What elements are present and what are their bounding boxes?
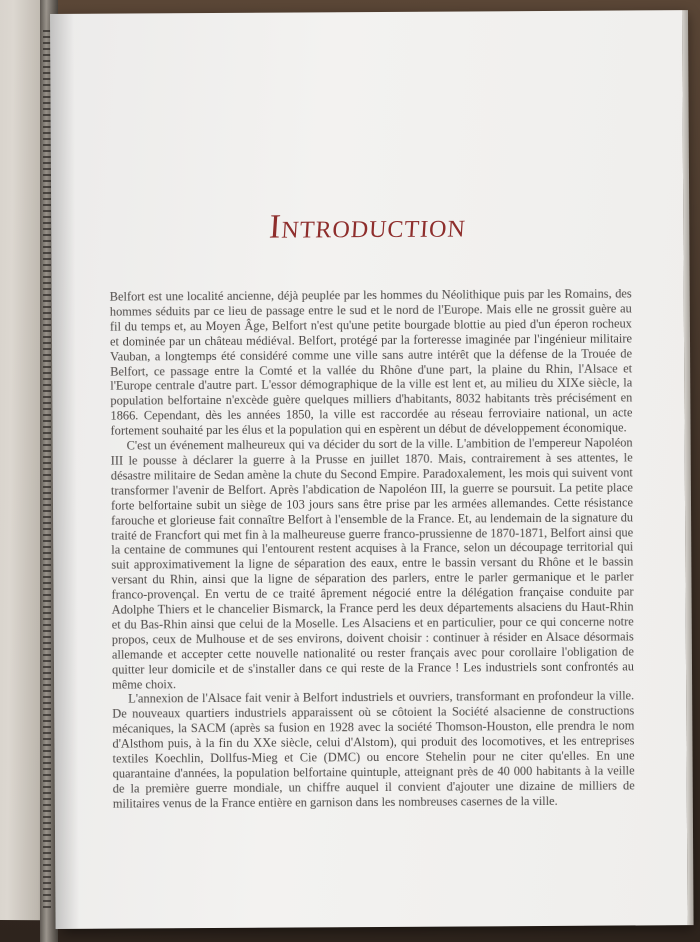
binding-stitches xyxy=(43,30,51,910)
paragraph-1: Belfort est une localité ancienne, déjà peuplée par les hommes du Néolithique puis par les Romains, des hommes séduits par ce lieu de passage entre le sud et le nord de l'Europe. Mais elle ne grossit guère au fil du temps et, au Moyen Âge, Belfort n'est qu'une petite bourgade blottie au pied d'un éperon rocheux et dominée par un château médiéval. Belfort, protégé par la forteresse imaginée par l'ingénieur militaire Vauban, a longtemps été considéré comme une ville sans autre intérêt que la défense de la Trouée de Belfort, ce passage entre la Comté et la vallée du Rhône d'une part, la plaine du Rhin, l'Alsace et l'Europe centrale d'autre part. L'essor démographique de la ville est lent et, au milieu du XIXe siècle, la population belfortaine n'excède guère quelques milliers d'habitants, 8032 habitants très précisément en 1866. Cependant, dès les années 1850, la ville est raccordée au réseau ferroviaire national, un acte fortement souhaité par les élus et la population qui en espèrent un début de développement économique. xyxy=(109,286,633,438)
page-title xyxy=(51,206,683,248)
paragraph-3: L'annexion de l'Alsace fait venir à Belfort industriels et ouvriers, transformant en profondeur la ville. De nouveaux quartiers industriels apparaissent où se côtoient la Société alsacienne de constructions mécaniques, la SACM (après sa fusion en 1928 avec la société Thomson-Houston, elle prendra le nom d'Alsthom puis, à la fin du XXe siècle, celui d'Alstom), qui produit des locomotives, et les entreprises textiles Koechlin, Dollfus-Mieg et Cie (DMC) ou encore Stehelin pour ne citer qu'elles. En une quarantaine d'années, la population belfortaine quintuple, atteignant près de 40 000 habitants à la veille de la première guerre mondiale, un chiffre auquel il convient d'ajouter une dizaine de milliers de militaires venus de la France entière en garnison dans les nombreuses casernes de la ville. xyxy=(112,688,635,811)
paragraph-2: C'est un événement malheureux qui va décider du sort de la ville. L'ambition de l'empereur Napoléon III le pousse à déclarer la guerre à la Prusse en juillet 1870. Mais, contrairement à ses attentes, le désastre militaire de Sedan amène la chute du Second Empire. Paradoxalement, les mois qui suivent vont transformer l'avenir de Belfort. Après l'abdication de Napoléon III, la guerre se poursuit. La petite place forte belfortaine subit un siège de 103 jours sans être prise par les armées allemandes. Cette résistance farouche et glorieuse fait connaître Belfort à l'ensemble de la France. Et, au lendemain de la signature du traité de Francfort qui met fin à la malheureuse guerre franco-prussienne de 1870-1871, Belfort ainsi que la centaine de communes qui l'entourent restent acquises à la France, selon un découpage territorial qui suit approximativement la ligne de séparation des eaux, entre le bassin versant du Rhône et le bassin versant du Rhin, ainsi que la ligne de séparation des parlers, entre le parler germanique et le parler franco-provençal. En vertu de ce traité âprement négocié entre la délégation française conduite par Adolphe Thiers et le chancelier Bismarck, la France perd les deux départements alsaciens du Haut-Rhin et du Bas-Rhin ainsi que celui de la Moselle. Les Alsaciens et en particulier, pour ce qui concerne notre propos, ceux de Mulhouse et de ses environs, doivent choisir : continuer à résider en Alsace désormais allemande et accepter cette nouvelle nationalité ou rester français avec pour corollaire l'obligation de quitter leur domicile et de s'installer dans ce qui reste de la France ! Les industriels sont confrontés au même choix. xyxy=(110,435,635,692)
page-title-text: Introduction xyxy=(267,207,467,246)
body-text xyxy=(110,286,635,811)
right-page xyxy=(50,10,688,929)
